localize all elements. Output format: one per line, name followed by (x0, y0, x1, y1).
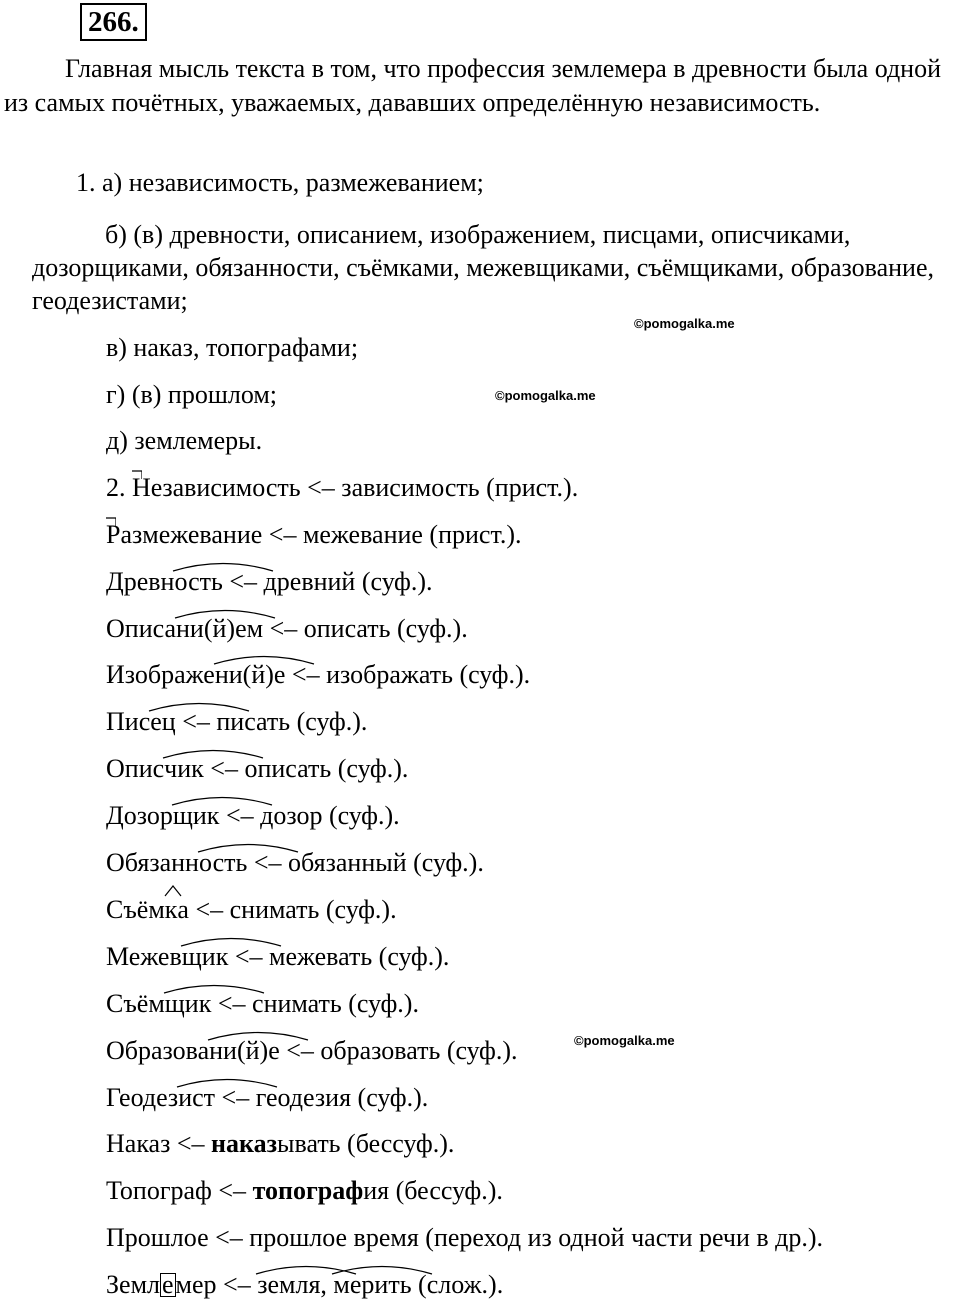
suffix-segment: ни(й) (215, 660, 274, 690)
root-arc-icon (332, 1263, 432, 1275)
item-1g: г) (в) прошлом; (106, 380, 278, 409)
watermark: ©pomogalka.me (634, 316, 735, 331)
suffix-segment: щик (165, 989, 212, 1019)
suffix-arc-icon (173, 560, 273, 572)
suffix-segment: ист (178, 1083, 215, 1113)
root-segment: мер (333, 1270, 374, 1300)
item-1b (32, 218, 957, 317)
suffix-arc-icon (149, 700, 249, 712)
suffix-arc-icon (177, 1076, 277, 1088)
suffix-arc-icon (172, 794, 272, 806)
prefix-mark-icon (106, 517, 116, 527)
prefix-segment: Не (132, 473, 162, 503)
analysis-line-2 (106, 520, 522, 550)
suffix-arc-icon (198, 841, 298, 853)
analysis-line-16: Топограф <– топография (бессуф.). (106, 1176, 503, 1205)
analysis-line-10: Съём ка <– снимать (суф.). (106, 895, 397, 925)
analysis-line-9: Обязанн ость <– обязанный (суф.). (106, 848, 484, 878)
item-1b-text: б) (в) древности, описанием, изображением, писцами, описчиками, дозорщиками, обязанности, съёмками, межевщиками, съёмщиками, образование, геодезистами; (32, 220, 934, 315)
suffix-arc-icon (181, 935, 281, 947)
analysis-line-11: Межев щик <– межевать (суф.). (106, 942, 449, 972)
line-text: зависимость <– зависимость (прист.). (162, 473, 579, 502)
suffix-arc-icon (214, 653, 314, 665)
analysis-line-6: Пис ец <– писать (суф.). (106, 707, 367, 737)
suffix-arc-icon (163, 747, 263, 759)
analysis-line-18: Землемер <– земля, мерить (слож.). (106, 1270, 503, 1300)
line-text: 2. (106, 473, 132, 502)
analysis-line-1 (106, 473, 578, 503)
root-bold: наказ (211, 1129, 278, 1158)
item-1v: в) наказ, топографами; (106, 333, 359, 362)
analysis-line-14: Геодез ист <– геодезия (суф.). (106, 1083, 428, 1113)
suffix-segment: ец (150, 707, 175, 737)
analysis-line-13: Образова ни(й)е <– образовать (суф.). (106, 1036, 518, 1066)
suffix-arc-icon (164, 982, 264, 994)
line-text: межевание <– межевание (прист.). (142, 520, 522, 549)
analysis-line-17: Прошлое <– прошлое время (переход из одной части речи в др.). (106, 1223, 824, 1252)
suffix-segment: ни(й) (176, 614, 235, 644)
item-1a: 1. а) независимость, размежеванием; (76, 168, 484, 197)
watermark: ©pomogalka.me (495, 388, 596, 403)
suffix-segment: щик (173, 801, 220, 831)
root-bold: топограф (252, 1176, 364, 1205)
connecting-vowel: е (162, 1270, 174, 1299)
root-segment: земл (257, 1270, 308, 1300)
analysis-line-5: Изображе ни(й)е <– изображать (суф.). (106, 660, 530, 690)
analysis-line-7: Опис чик <– описать (суф.). (106, 754, 408, 784)
exercise-number: 266. (80, 3, 147, 41)
analysis-line-3: Древн ость <– древний (суф.). (106, 567, 433, 597)
analysis-line-8: Дозор щик <– дозор (суф.). (106, 801, 400, 831)
suffix-arc-icon (175, 607, 275, 619)
item-1d: д) землемеры. (106, 426, 263, 455)
intro-text: Главная мысль текста в том, что профессия землемера в древности была одной из самых почётных, уважаемых, дававших определённую независимость. (4, 54, 942, 117)
prefix-segment: Раз (106, 520, 142, 550)
analysis-line-12: Съём щик <– снимать (суф.). (106, 989, 419, 1019)
suffix-segment: чик (164, 754, 204, 784)
suffix-caret-icon (163, 885, 183, 897)
analysis-line-15: Наказ <– наказывать (бессуф.). (106, 1129, 455, 1158)
suffix-segment: ость (174, 567, 222, 597)
prefix-mark-icon (132, 470, 142, 480)
watermark: ©pomogalka.me (574, 1033, 675, 1048)
suffix-segment: ни(й) (209, 1036, 268, 1066)
intro-paragraph (4, 52, 949, 120)
analysis-line-4: Описа ни(й)ем <– описать (суф.). (106, 614, 468, 644)
suffix-arc-icon (208, 1029, 308, 1041)
suffix-segment: ость (199, 848, 247, 878)
suffix-segment: к (165, 895, 178, 925)
suffix-segment: щик (182, 942, 229, 972)
